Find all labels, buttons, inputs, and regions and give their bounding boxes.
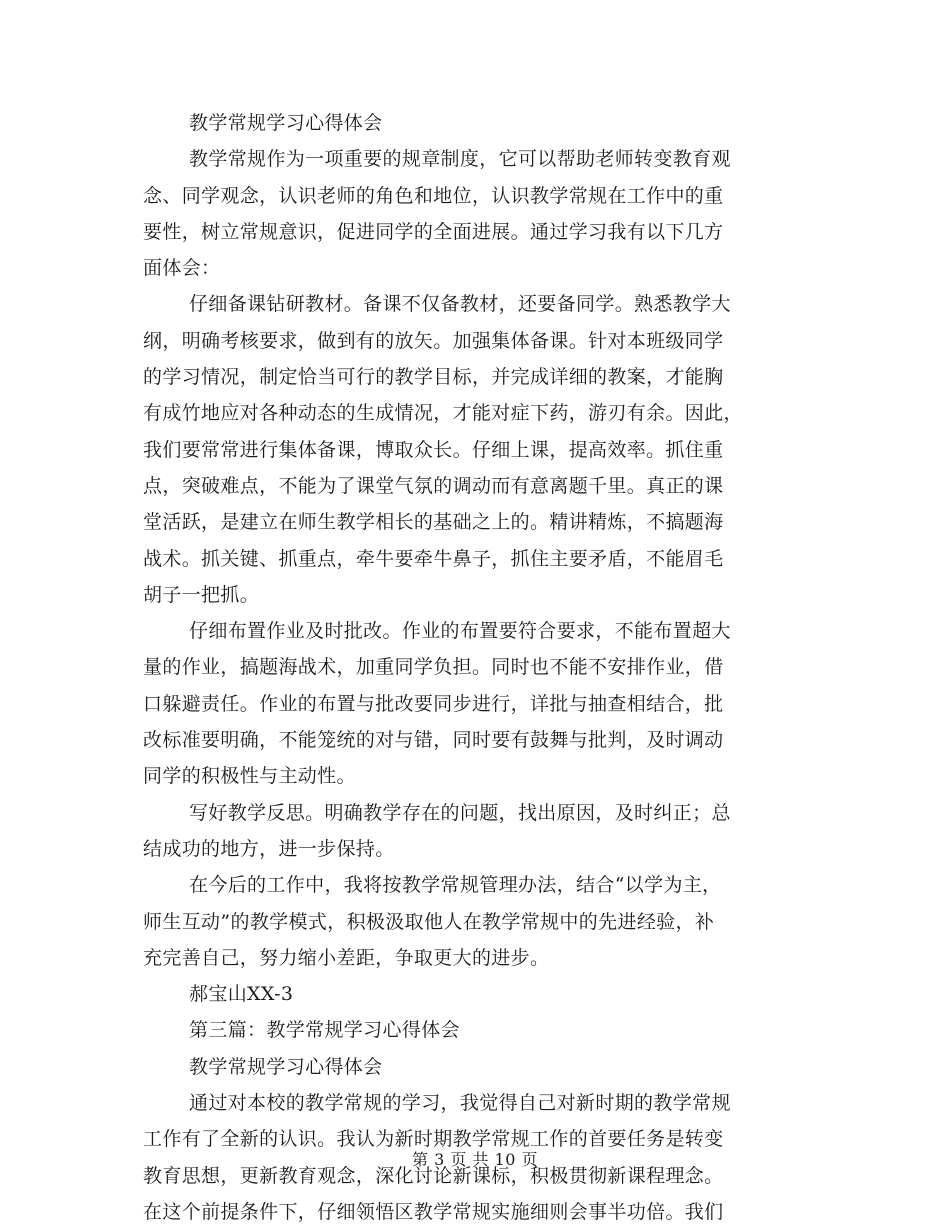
text-line: 写好教学反思。明确教学存在的问题，找出原因，及时纠正；总 [189,801,731,824]
text-line: 郝宝山XX-3 [189,983,294,1006]
text-line: 教学常规作为一项重要的规章制度，它可以帮助老师转变教育观 [189,148,731,171]
text-line: 纲，明确考核要求，做到有的放矢。加强集体备课。针对本班级同学 [143,329,724,352]
text-line: 师生互动”的教学模式，积极汲取他人在教学常规中的先进经验，补 [143,910,715,933]
text-line: 充完善自己，努力缩小差距，争取更大的进步。 [143,946,550,969]
text-line: 堂活跃，是建立在师生教学相长的基础之上的。精讲精炼，不搞题海 [143,511,724,534]
text-line: 面体会： [143,257,221,280]
text-line: 教学常规学习心得体会 [189,1055,383,1078]
text-line: 的学习情况，制定恰当可行的教学目标，并完成详细的教案，才能胸 [143,366,724,389]
text-line: 同学的积极性与主动性。 [143,765,356,788]
text-line: 第三篇：教学常规学习心得体会 [189,1019,460,1042]
page-number-footer: 第 3 页 共 10 页 [412,1150,538,1169]
text-line: 工作有了全新的认识。我认为新时期教学常规工作的首要任务是转变 [143,1128,724,1151]
text-line: 点，突破难点，不能为了课堂气氛的调动而有意离题千里。真正的课 [143,474,724,497]
text-line: 在这个前提条件下，仔细领悟区教学常规实施细则会事半功倍。我们 [143,1200,724,1223]
document-body [143,105,798,1230]
text-line: 结成功的地方，进一步保持。 [143,837,395,860]
text-line: 仔细备课钻研教材。备课不仅备教材，还要备同学。熟悉教学大 [189,293,731,316]
text-line: 改标准要明确，不能笼统的对与错，同时要有鼓舞与批判，及时调动 [143,729,724,752]
text-line: 在今后的工作中，我将按教学常规管理办法，结合“以学为主， [189,874,722,897]
text-line: 仔细布置作业及时批改。作业的布置要符合要求，不能布置超大 [189,620,731,643]
text-line: 通过对本校的教学常规的学习，我觉得自己对新时期的教学常规 [189,1092,731,1115]
text-line: 战术。抓关键、抓重点，牵牛要牵牛鼻子，抓住主要矛盾，不能眉毛 [143,547,724,570]
text-line: 有成竹地应对各种动态的生成情况，才能对症下药，游刃有余。因此， [143,402,743,425]
text-line: 教育思想，更新教育观念，深化讨论新课标，积极贯彻新课程理念。 [143,1164,724,1187]
text-line: 念、同学观念，认识老师的角色和地位，认识教学常规在工作中的重 [143,184,724,207]
text-line: 胡子一把抓。 [143,583,260,606]
text-line: 量的作业，搞题海战术，加重同学负担。同时也不能不安排作业，借 [143,656,724,679]
text-line: 教学常规学习心得体会 [189,112,383,134]
text-line: 要性，树立常规意识，促进同学的全面进展。通过学习我有以下几方 [143,220,724,243]
text-line: 口躲避责任。作业的布置与批改要同步进行，详批与抽查相结合，批 [143,692,724,715]
text-line: 我们要常常进行集体备课，博取众长。仔细上课，提高效率。抓住重 [143,438,724,461]
